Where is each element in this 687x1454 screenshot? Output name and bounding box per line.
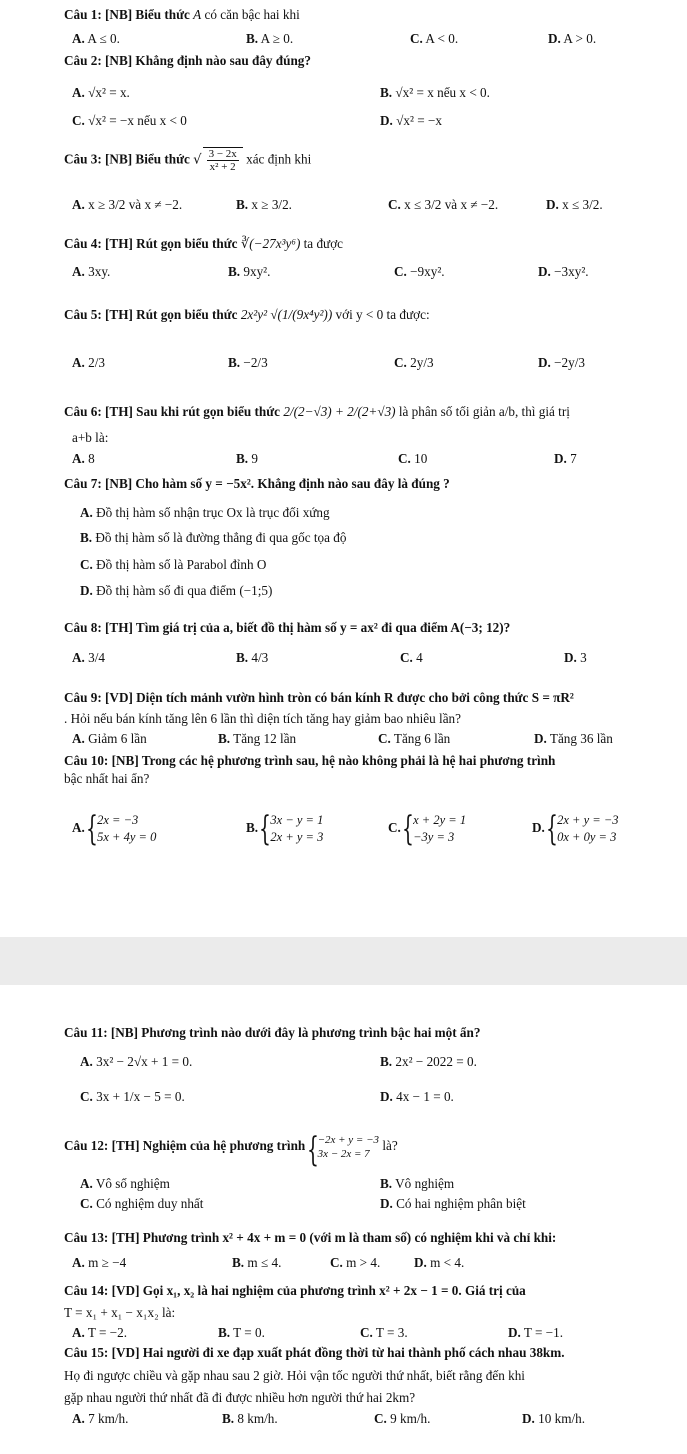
q1-option-a: A. A ≤ 0.: [72, 31, 120, 46]
q7-option-b: B. Đồ thị hàm số là đường thẳng đi qua gốc tọa độ: [80, 530, 347, 545]
q7-option-c: C. Đồ thị hàm số là Parabol đỉnh O: [80, 557, 267, 572]
q12-option-b: B. Vô nghiệm: [380, 1176, 455, 1191]
worksheet-sheet-2: [0, 985, 687, 1454]
q6-option-b: B. 9: [236, 451, 258, 466]
q15-option-c: C. 9 km/h.: [374, 1411, 431, 1426]
q14-title: Câu 14: [VD] Gọi x₁, x₂ là hai nghiệm của phương trình x² + 2x − 1 = 0. Giá trị của: [64, 1283, 526, 1298]
q12-option-d: D. Có hai nghiệm phân biệt: [380, 1196, 526, 1211]
q10-option-d: D. { 2x + y = −3 0x + 0y = 3: [532, 812, 619, 846]
q10-option-c: C. { x + 2y = 1 −3y = 3: [388, 812, 466, 846]
q3-option-d: D. x ≤ 3/2.: [546, 197, 603, 212]
q14-option-c: C. T = 3.: [360, 1325, 408, 1340]
q10-option-b: B. { 3x − y = 1 2x + y = 3: [246, 812, 323, 846]
q14-option-a: A. T = −2.: [72, 1325, 128, 1340]
q14-line2: T = x₁ + x₁ − x₁x₂ là:: [64, 1305, 176, 1320]
q3-option-b: B. x ≥ 3/2.: [236, 197, 292, 212]
q5-option-c: C. 2y/3: [394, 355, 434, 370]
q7-option-d: D. Đồ thị hàm số đi qua điểm (−1;5): [80, 583, 273, 598]
q9-option-b: B. Tăng 12 lần: [218, 731, 297, 746]
q13-option-d: D. m < 4.: [414, 1255, 465, 1270]
q11-option-c: C. 3x + 1/x − 5 = 0.: [80, 1089, 185, 1104]
q11-title: Câu 11: [NB] Phương trình nào dưới đây là phương trình bậc hai một ẩn?: [64, 1025, 481, 1040]
q15-line3: gặp nhau người thứ nhất đã đi được nhiều hơn người thứ hai 2km?: [64, 1390, 416, 1405]
q9-option-a: A. Giảm 6 lần: [72, 731, 147, 746]
q5-option-b: B. −2/3: [228, 355, 268, 370]
q4-option-b: B. 9xy².: [228, 264, 271, 279]
q3-option-a: A. x ≥ 3/2 và x ≠ −2.: [72, 197, 183, 212]
q5-title: Câu 5: [TH] Rút gọn biểu thức 2x²y² √(1/(9x⁴y²)) với y < 0 ta được:: [64, 307, 430, 322]
q5-option-d: D. −2y/3: [538, 355, 586, 370]
q2-title: Câu 2: [NB] Khẳng định nào sau đây đúng?: [64, 53, 311, 68]
q7-title: Câu 7: [NB] Cho hàm số y = −5x². Khẳng định nào sau đây là đúng ?: [64, 476, 450, 491]
q6-option-d: D. 7: [554, 451, 577, 466]
q7-option-a: A. Đồ thị hàm số nhận trục Ox là trục đối xứng: [80, 505, 330, 520]
q12-title: Câu 12: [TH] Nghiệm của hệ phương trình { −2x + y = −3 3x − 2x = 7 là?: [64, 1133, 398, 1161]
q9-line2: . Hỏi nếu bán kính tăng lên 6 lần thì diện tích tăng hay giảm bao nhiêu lần?: [64, 711, 461, 726]
q4-option-d: D. −3xy².: [538, 264, 589, 279]
q13-option-c: C. m > 4.: [330, 1255, 381, 1270]
q2-option-a: A. √x² = x.: [72, 85, 130, 100]
q13-title: Câu 13: [TH] Phương trình x² + 4x + m = 0 (với m là tham số) có nghiệm khi và chỉ khi:: [64, 1230, 557, 1245]
q6-option-a: A. 8: [72, 451, 95, 466]
q11-option-b: B. 2x² − 2022 = 0.: [380, 1054, 477, 1069]
q5-option-a: A. 2/3: [72, 355, 105, 370]
q6-line2: a+b là:: [72, 430, 109, 445]
q1-option-c: C. A < 0.: [410, 31, 459, 46]
q3-option-c: C. x ≤ 3/2 và x ≠ −2.: [388, 197, 499, 212]
q1-option-b: B. A ≥ 0.: [246, 31, 294, 46]
q4-option-c: C. −9xy².: [394, 264, 445, 279]
q6-title: Câu 6: [TH] Sau khi rút gọn biểu thức 2/(2−√3) + 2/(2+√3) là phân số tối giản a/b, thì giá trị: [64, 404, 570, 419]
q4-option-a: A. 3xy.: [72, 264, 111, 279]
q3-title: Câu 3: [NB] Biểu thức √ $\frac{3 - 2x}{\text{x² + 2}}$ xác định khi: [64, 148, 312, 173]
q2-option-b: B. √x² = x nếu x < 0.: [380, 85, 490, 100]
q9-title: Câu 9: [VD] Diện tích mảnh vườn hình tròn có bán kính R được cho bởi công thức S = πR²: [64, 690, 574, 705]
q15-option-a: A. 7 km/h.: [72, 1411, 129, 1426]
q8-option-c: C. 4: [400, 650, 423, 665]
q9-option-c: C. Tăng 6 lần: [378, 731, 451, 746]
q12-option-a: A. Vô số nghiệm: [80, 1176, 170, 1191]
q13-option-b: B. m ≤ 4.: [232, 1255, 282, 1270]
q8-title: Câu 8: [TH] Tìm giá trị của a, biết đồ thị hàm số y = ax² đi qua điểm A(−3; 12)?: [64, 620, 511, 635]
q1-title: Câu 1: [NB] Biểu thức A có căn bậc hai khi: [64, 7, 300, 22]
q15-title: Câu 15: [VD] Hai người đi xe đạp xuất phát đồng thời từ hai thành phố cách nhau 38km.: [64, 1345, 565, 1360]
q1-option-d: D. A > 0.: [548, 31, 597, 46]
q10-line2: bậc nhất hai ẩn?: [64, 771, 150, 786]
q2-option-c: C. √x² = −x nếu x < 0: [72, 113, 187, 128]
q15-option-d: D. 10 km/h.: [522, 1411, 586, 1426]
q15-option-b: B. 8 km/h.: [222, 1411, 278, 1426]
q11-option-a: A. 3x² − 2√x + 1 = 0.: [80, 1054, 193, 1069]
q14-option-b: B. T = 0.: [218, 1325, 265, 1340]
q14-option-d: D. T = −1.: [508, 1325, 564, 1340]
q4-title: Câu 4: [TH] Rút gọn biểu thức ∛(−27x³y⁶) ta được: [64, 236, 344, 251]
q9-option-d: D. Tăng 36 lần: [534, 731, 613, 746]
q2-option-d: D. √x² = −x: [380, 113, 442, 128]
page-separator: [0, 937, 687, 985]
q8-option-d: D. 3: [564, 650, 587, 665]
q11-option-d: D. 4x − 1 = 0.: [380, 1089, 454, 1104]
q15-line2: Họ đi ngược chiều và gặp nhau sau 2 giờ. Hỏi vận tốc người thứ nhất, biết rằng đến khi: [64, 1368, 525, 1383]
q8-option-a: A. 3/4: [72, 650, 105, 665]
q13-option-a: A. m ≥ −4: [72, 1255, 127, 1270]
q10-option-a: A. { 2x = −3 5x + 4y = 0: [72, 812, 156, 846]
q10-title: Câu 10: [NB] Trong các hệ phương trình sau, hệ nào không phải là hệ hai phương trình: [64, 753, 556, 768]
q8-option-b: B. 4/3: [236, 650, 269, 665]
q12-option-c: C. Có nghiệm duy nhất: [80, 1196, 204, 1211]
q6-option-c: C. 10: [398, 451, 428, 466]
